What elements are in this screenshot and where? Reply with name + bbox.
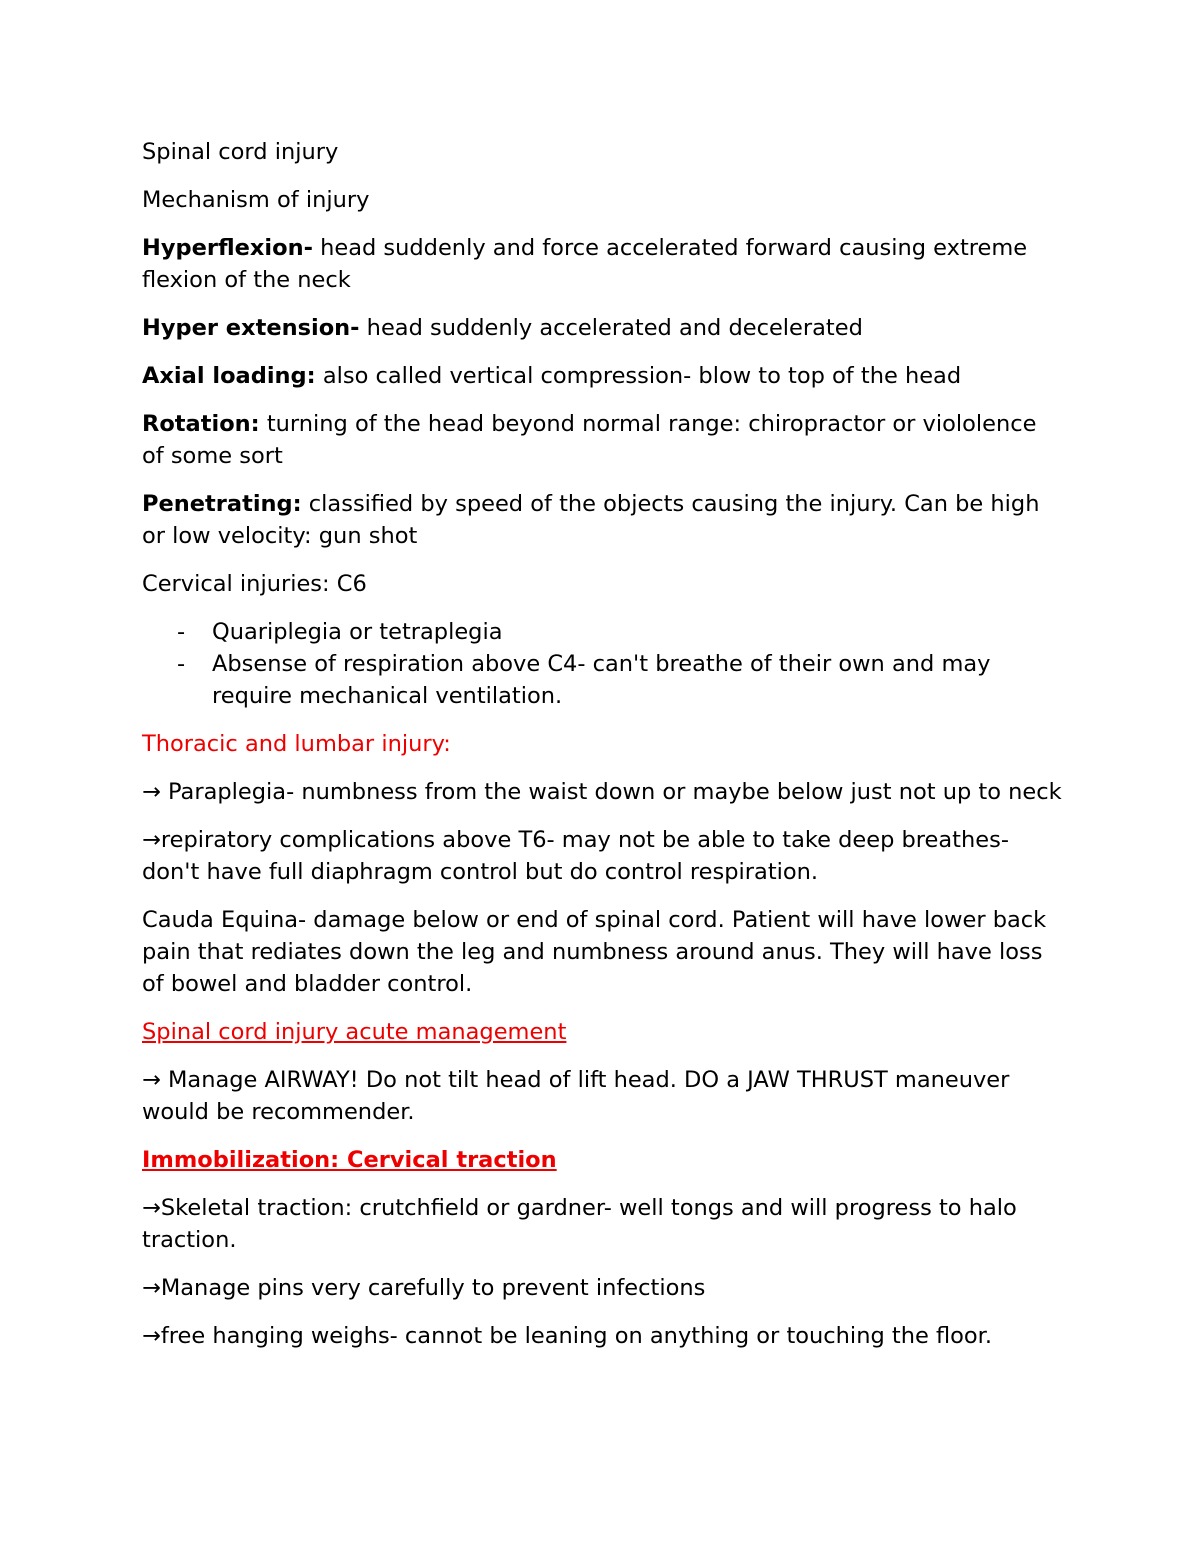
document-title: Spinal cord injury — [142, 139, 339, 165]
immobilization-pins: →Manage pins very carefully to prevent infections — [142, 1275, 706, 1301]
mechanism-hyperflexion — [142, 232, 1062, 296]
immobilization-heading: Immobilization: Cervical traction — [142, 1147, 557, 1173]
acute-airway-item: → Manage AIRWAY! Do not tilt head of lift head. DO a JAW THRUST maneuver would be recommender. — [142, 1067, 1010, 1125]
dash-bullet: - — [177, 651, 186, 677]
mechanism-term: Hyper extension- — [142, 315, 360, 341]
immobilization-weights: →free hanging weighs- cannot be leaning on anything or touching the floor. — [142, 1323, 993, 1349]
cauda-equina-paragraph: Cauda Equina- damage below or end of spinal cord. Patient will have lower back pain that rediates down the leg and numbness around anus. They will have loss of bowel and bladder control. — [142, 907, 1047, 997]
mechanism-heading: Mechanism of injury — [142, 187, 370, 213]
list-item — [142, 616, 1062, 648]
mechanism-axial-loading — [142, 360, 1062, 392]
acute-management-heading: Spinal cord injury acute management — [142, 1019, 567, 1045]
mechanism-text: head suddenly and force accelerated forward causing extreme flexion of the neck — [142, 235, 1028, 293]
immobilization-skeletal: →Skeletal traction: crutchfield or gardner- well tongs and will progress to halo traction. — [142, 1195, 1017, 1253]
mechanism-hyperextension — [142, 312, 1062, 344]
list-item-text: Quariplegia or tetraplegia — [212, 619, 503, 645]
mechanism-penetrating — [142, 488, 1062, 552]
mechanism-term: Penetrating: — [142, 491, 302, 517]
thoracic-heading: Thoracic and lumbar injury: — [142, 731, 451, 757]
dash-bullet: - — [177, 619, 186, 645]
immobilization-heading-wrap — [142, 1144, 1062, 1176]
document-page — [142, 136, 1062, 1368]
mechanism-text: head suddenly accelerated and decelerated — [359, 315, 863, 341]
mechanism-term: Hyperflexion- — [142, 235, 313, 261]
mechanism-text: turning of the head beyond normal range: chiropractor or viololence of some sort — [142, 411, 1037, 469]
mechanism-rotation — [142, 408, 1062, 472]
mechanism-term: Axial loading: — [142, 363, 316, 389]
cervical-heading: Cervical injuries: C6 — [142, 571, 367, 597]
mechanism-text: also called vertical compression- blow to top of the head — [315, 363, 962, 389]
list-item — [142, 648, 1062, 712]
thoracic-paraplegia: → Paraplegia- numbness from the waist down or maybe below just not up to neck — [142, 779, 1062, 805]
mechanism-text: classified by speed of the objects causing the injury. Can be high or low velocity: gun shot — [142, 491, 1040, 549]
list-item-text: Absense of respiration above C4- can't breathe of their own and may require mechanical ventilation. — [212, 651, 991, 709]
cervical-list — [142, 616, 1062, 712]
thoracic-respiratory: →repiratory complications above T6- may not be able to take deep breathes- don't have full diaphragm control but do control respiration. — [142, 827, 1009, 885]
mechanism-term: Rotation: — [142, 411, 260, 437]
